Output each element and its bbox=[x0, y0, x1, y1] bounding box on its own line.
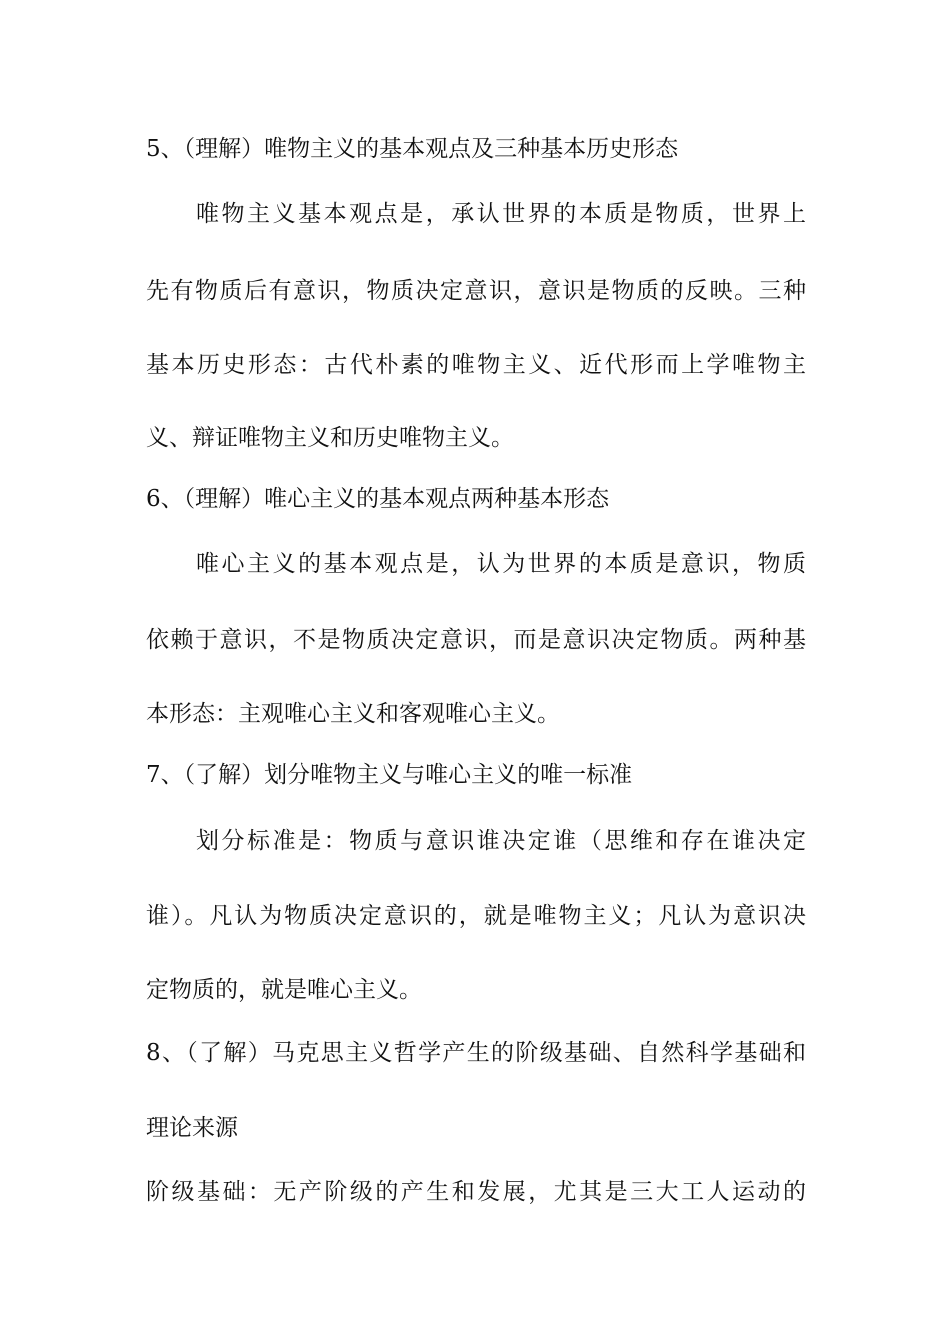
paragraph-line: 阶级基础：无产阶级的产生和发展，尤其是三大工人运动的 bbox=[146, 1179, 806, 1205]
paragraph-line: 先有物质后有意识，物质决定意识，意识是物质的反映。三种 bbox=[146, 278, 806, 304]
paragraph-line: 本形态：主观唯心主义和客观唯心主义。 bbox=[146, 701, 560, 727]
paragraph-line: 划分标准是：物质与意识谁决定谁（思维和存在谁决定 bbox=[196, 828, 806, 854]
heading-6: 6、（理解）唯心主义的基本观点两种基本形态 bbox=[146, 486, 610, 512]
paragraph-line: 基本历史形态：古代朴素的唯物主义、近代形而上学唯物主 bbox=[146, 352, 806, 378]
paragraph-line: 唯心主义的基本观点是，认为世界的本质是意识，物质 bbox=[196, 551, 806, 577]
heading-8: 8、（了解）马克思主义哲学产生的阶级基础、自然科学基础和 bbox=[146, 1040, 806, 1066]
heading-5: 5、（理解）唯物主义的基本观点及三种基本历史形态 bbox=[146, 136, 679, 162]
paragraph-line: 唯物主义基本观点是，承认世界的本质是物质，世界上 bbox=[196, 201, 806, 227]
heading-8-continued: 理论来源 bbox=[146, 1115, 238, 1141]
paragraph-line: 依赖于意识，不是物质决定意识，而是意识决定物质。两种基 bbox=[146, 627, 806, 653]
paragraph-line: 谁）。凡认为物质决定意识的，就是唯物主义；凡认为意识决 bbox=[146, 903, 806, 929]
paragraph-line: 义、辩证唯物主义和历史唯物主义。 bbox=[146, 425, 514, 451]
heading-7: 7、（了解）划分唯物主义与唯心主义的唯一标准 bbox=[146, 762, 633, 788]
paragraph-line: 定物质的，就是唯心主义。 bbox=[146, 977, 422, 1003]
